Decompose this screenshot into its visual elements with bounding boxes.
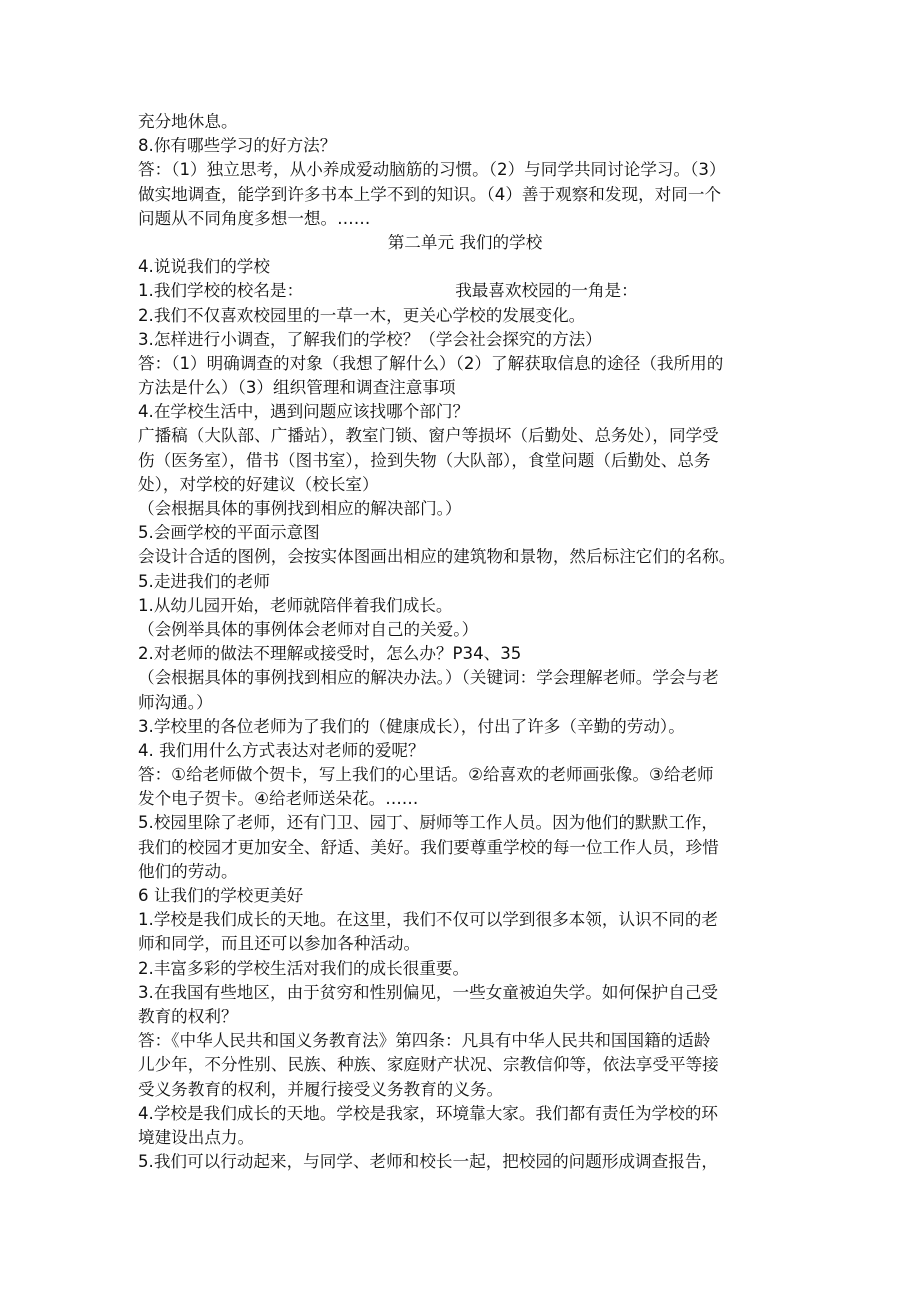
question-heading: 4.在学校生活中，遇到问题应该找哪个部门？ (138, 402, 470, 422)
favorite-corner-prompt: 我最喜欢校园的一角是： (455, 281, 638, 301)
text-line: 他们的劳动。 (138, 861, 238, 881)
lesson-heading: 5.走进我们的老师 (138, 571, 270, 591)
answer-line: 受义务教育的权利，并履行接受义务教育的义务。 (138, 1079, 504, 1099)
school-name-prompt: 1.我们学校的校名是： (138, 281, 304, 301)
text-line: 2.丰富多彩的学校生活对我们的成长很重要。 (138, 958, 470, 978)
text-line: 3.学校里的各位老师为了我们的（健康成长），付出了许多（辛勤的劳动）。 (138, 716, 685, 736)
text-line: 广播稿（大队部、广播站），教室门锁、窗户等损坏（后勤处、总务处），同学受 (138, 426, 719, 446)
text-line: 境建设出点力。 (138, 1127, 255, 1147)
answer-line: 答：《中华人民共和国义务教育法》第四条：凡具有中华人民共和国国籍的适龄 (138, 1031, 711, 1051)
text-line: 处），对学校的好建议（校长室） (138, 474, 379, 494)
note-line: 师沟通。） (138, 692, 213, 712)
question-heading: 4. 我们用什么方式表达对老师的爱呢？ (138, 740, 425, 760)
answer-line: 答：（1）独立思考，从小养成爱动脑筋的习惯。（2）与同学共同讨论学习。（3） (138, 160, 726, 180)
answer-line: 答：①给老师做个贺卡，写上我们的心里话。②给喜欢的老师画张像。③给老师 (138, 765, 714, 785)
answer-line: 问题从不同角度多想一想。…… (138, 208, 371, 228)
text-line: 4.学校是我们成长的天地。学校是我家，环境靠大家。我们都有责任为学校的环 (138, 1103, 719, 1123)
question-heading: 3.怎样进行小调查，了解我们的学校？（学会社会探究的方法） (138, 329, 602, 349)
text-line: 1.学校是我们成长的天地。在这里，我们不仅可以学到很多本领，认识不同的老 (138, 910, 719, 930)
question-heading: 教育的权利？ (138, 1006, 238, 1026)
text-line: 伤（医务室），借书（图书室），捡到失物（大队部），食堂问题（后勤处、总务 (138, 450, 711, 470)
answer-line: 做实地调查，能学到许多书本上学不到的知识。（4）善于观察和发现，对同一个 (138, 184, 722, 204)
answer-line: 儿少年，不分性别、民族、种族、家庭财产状况、宗教信仰等，依法享受平等接 (138, 1055, 719, 1075)
text-line: 5.我们可以行动起来，与同学、老师和校长一起，把校园的问题形成调查报告， (138, 1152, 719, 1172)
question-heading: 5.会画学校的平面示意图 (138, 523, 320, 543)
unit-title: 第二单元 我们的学校 (387, 232, 543, 252)
lesson-heading: 6 让我们的学校更美好 (138, 886, 304, 905)
question-heading: 2.对老师的做法不理解或接受时，怎么办？P34、35 (138, 644, 522, 664)
lesson-heading: 4.说说我们的学校 (138, 257, 270, 277)
text-line: 2.我们不仅喜欢校园里的一草一木，更关心学校的发展变化。 (138, 305, 586, 325)
text-line: 5.校园里除了老师，还有门卫、园丁、厨师等工作人员。因为他们的默默工作， (138, 813, 719, 833)
text-line: 充分地休息。 (138, 112, 238, 131)
document-page (138, 110, 792, 1174)
text-line: 1.从幼儿园开始，老师就陪伴着我们成长。 (138, 595, 453, 615)
answer-line: 发个电子贺卡。④给老师送朵花。…… (138, 789, 419, 809)
text-line: 师和同学，而且还可以参加各种活动。 (138, 934, 421, 954)
question-heading: 8.你有哪些学习的好方法？ (138, 136, 337, 156)
note-line: （会根据具体的事例找到相应的解决部门。） (138, 499, 462, 518)
question-heading: 3.在我国有些地区，由于贫穷和性别偏见，一些女童被迫失学。如何保护自己受 (138, 982, 719, 1002)
text-line: 会设计合适的图例，会按实体图画出相应的建筑物和景物，然后标注它们的名称。 (138, 547, 736, 567)
answer-line: 方法是什么）（3）组织管理和调查注意事项 (138, 378, 456, 398)
note-line: （会根据具体的事例找到相应的解决办法。）（关键词：学会理解老师。学会与老 (138, 668, 719, 688)
fill-in-line (138, 279, 792, 303)
answer-line: 答：（1）明确调查的对象（我想了解什么）（2）了解获取信息的途径（我所用的 (138, 353, 724, 373)
text-line: 我们的校园才更加安全、舒适、美好。我们要尊重学校的每一位工作人员，珍惜 (138, 837, 719, 857)
note-line: （会例举具体的事例体会老师对自己的关爱。） (138, 619, 479, 639)
